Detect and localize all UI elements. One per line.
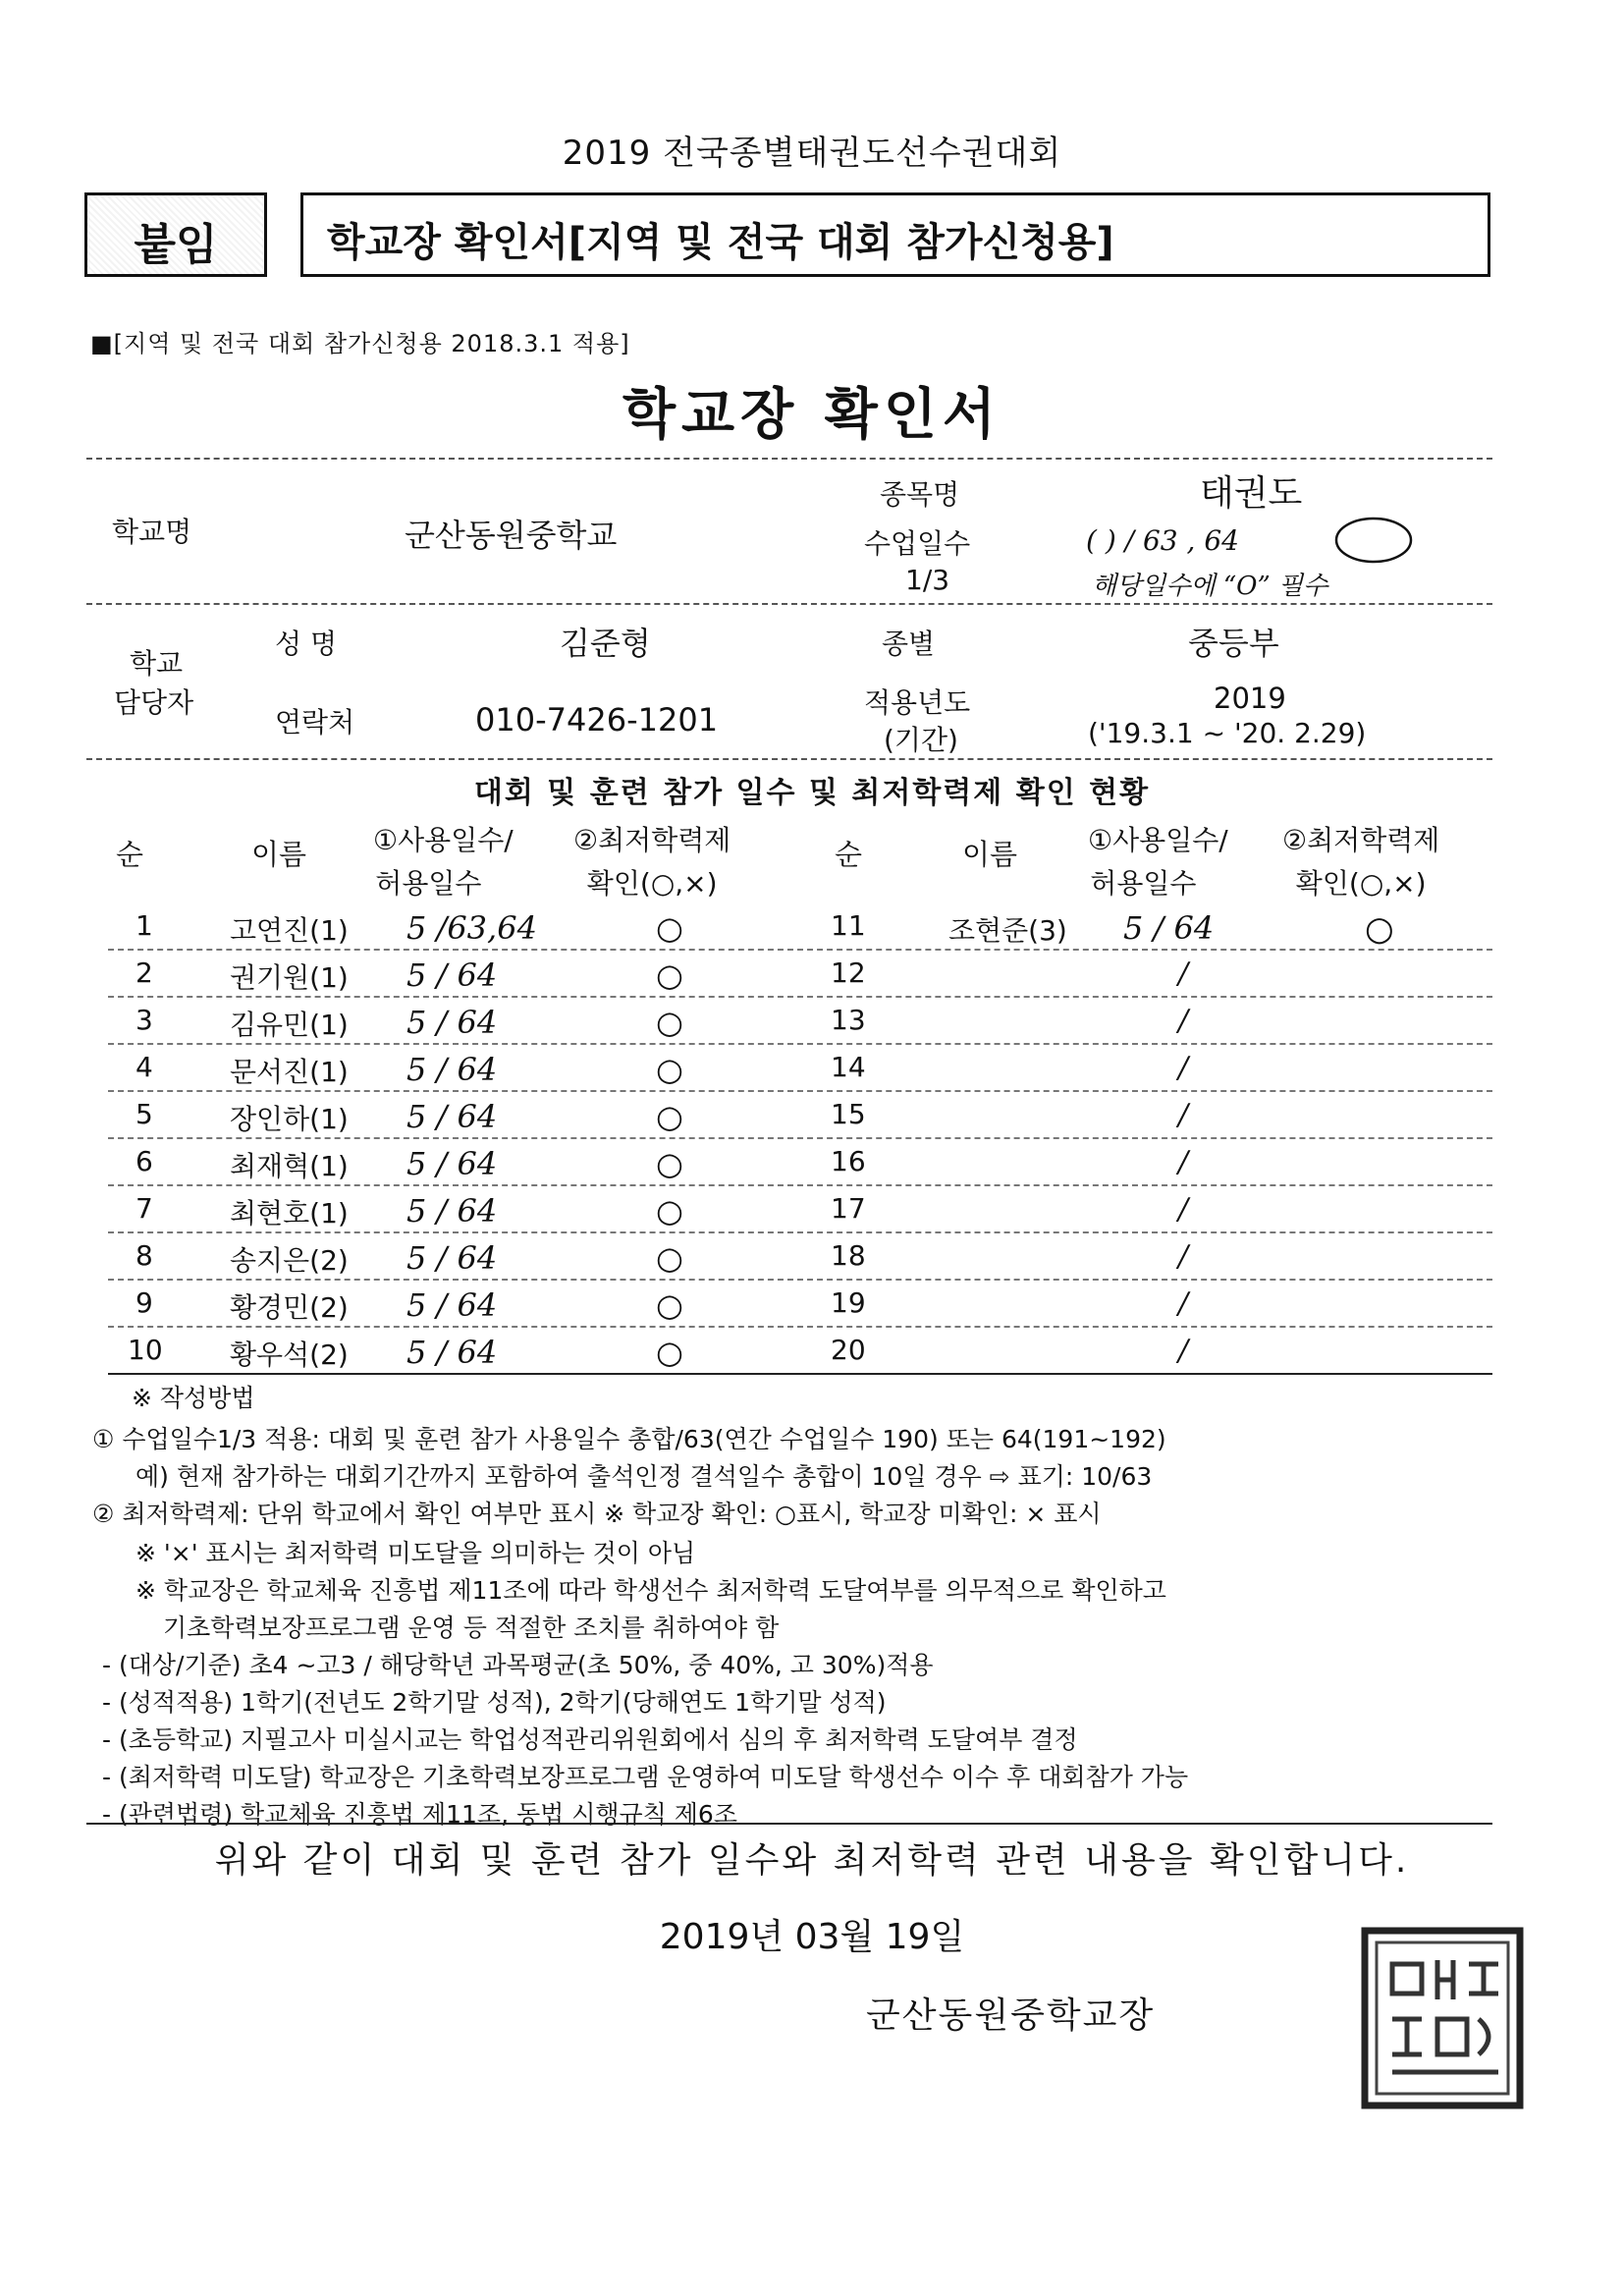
row-num: 13 [831,1004,866,1036]
row-num: 6 [135,1145,153,1177]
row-num: 11 [831,909,866,942]
row-name: 최현호(1) [230,1197,349,1230]
row-days: 5 / 64 [406,1334,498,1371]
class-days-value: ( ) / 63 , 64 [1086,524,1239,557]
principal-signature-line: 군산동원중학교장 [866,1995,1156,2036]
row-num: 16 [831,1145,866,1177]
class-days-fraction: 1/3 [905,564,950,596]
row-check: ○ [656,909,683,947]
col-header-days-line2: 허용일수 [375,867,482,900]
method-line: 기초학력보장프로그램 운영 등 적절한 조치를 취하여야 함 [163,1613,780,1642]
row-check: ○ [656,1051,683,1088]
row-days: 5 /63,64 [406,909,537,947]
header-title: 학교장 확인서[지역 및 전국 대회 참가신청용] [327,220,1114,265]
row-days: / [1178,957,1189,991]
method-line: - (관련법령) 학교체육 진흥법 제11조, 동법 시행규칙 제6조 [102,1800,737,1829]
method-line: ① 수업일수1/3 적용: 대회 및 훈련 참가 사용일수 총합/63(연간 수업일수 190) 또는 64(191~192) [92,1425,1166,1453]
row-divider [108,1373,1492,1375]
row-days: 5 / 64 [406,1286,498,1324]
row-days: 5 / 64 [406,1051,498,1088]
row-days: / [1178,1239,1189,1274]
table-row [0,1139,1624,1186]
row-check: ○ [656,1192,683,1230]
row-days: 5 / 64 [406,1145,498,1182]
divider [86,458,1492,460]
section-title: 대회 및 훈련 참가 일수 및 최저학력제 확인 현황 [473,776,1151,810]
confirmation-statement: 위와 같이 대회 및 훈련 참가 일수와 최저학력 관련 내용을 확인합니다. [214,1840,1410,1881]
divider [86,1823,1492,1825]
row-check: ○ [656,1239,683,1277]
applicability-note: ■[지역 및 전국 대회 참가신청용 2018.3.1 적용] [90,330,630,357]
row-days: 5 / 64 [406,957,498,994]
row-check: ○ [656,1145,683,1182]
col-header-min-line2: 확인(○,×) [586,867,718,900]
table-row [0,1092,1624,1139]
method-line: - (대상/기준) 초4 ~고3 / 해당학년 과목평균(초 50%, 중 40%, 고 30%)적용 [102,1651,934,1679]
row-num: 8 [135,1239,153,1272]
row-days: / [1178,1145,1189,1179]
row-check: ○ [656,1098,683,1135]
row-days: / [1178,1192,1189,1227]
row-days: 5 / 64 [406,1239,498,1277]
row-num: 2 [135,957,153,989]
col-header-min [573,819,731,905]
row-num: 3 [135,1004,153,1036]
method-line: 예) 현재 참가하는 대회기간까지 포함하여 출석인정 결석일수 총합이 10일 경우 ⇨ 표기: 10/63 [135,1462,1153,1491]
row-num: 17 [831,1192,866,1225]
year-label-line2: (기간) [884,724,958,756]
method-line: - (최저학력 미도달) 학교장은 기초학력보장프로그램 운영하여 미도달 학생선수 이수 후 대회참가 가능 [102,1763,1189,1791]
row-num: 10 [128,1334,163,1366]
col-header-days [373,819,514,905]
table-row [0,1281,1624,1328]
division-value: 중등부 [1188,625,1279,662]
row-check: ○ [1365,909,1394,949]
issue-date: 2019년 03월 19일 [659,1917,965,1957]
contact-label-line2: 담당자 [114,686,194,719]
row-days: 5 / 64 [406,1192,498,1230]
division-label: 종별 [882,628,936,660]
school-label: 학교명 [112,516,192,548]
row-name: 황경민(2) [230,1291,349,1324]
year-label-line1: 적용년도 [864,686,971,719]
row-name: 권기원(1) [230,961,349,994]
name-value: 김준형 [560,625,651,662]
phone-label: 연락처 [275,706,355,738]
class-days-label: 수업일수 [864,527,971,560]
header-title-box [300,192,1490,277]
row-check: ○ [656,957,683,994]
table-row [0,1328,1624,1375]
col-header-min-line1: ②최저학력제 [1282,824,1440,856]
divider [86,758,1492,760]
method-line: ② 최저학력제: 단위 학교에서 확인 여부만 표시 ※ 학교장 확인: ○표시, 학교장 미확인: × 표시 [92,1500,1102,1528]
row-days: / [1178,1286,1189,1321]
divider [86,603,1492,605]
document-title: 학교장 확인서 [622,383,1002,447]
col-header-name: 이름 [251,838,307,871]
method-line: ※ '×' 표시는 최저학력 미도달을 의미하는 것이 아님 [135,1539,696,1567]
row-days: / [1178,1051,1189,1085]
school-value: 군산동원중학교 [405,517,618,554]
attachment-label: 붙임 [134,220,218,270]
row-days: 5 / 64 [406,1098,498,1135]
contact-label-line1: 학교 [130,647,184,680]
row-num: 5 [135,1098,153,1130]
col-header-min [1282,819,1439,905]
row-name: 문서진(1) [230,1056,349,1088]
col-header-days-line1: ①사용일수/ [1088,824,1228,856]
method-line: - (성적적용) 1학기(전년도 2학기말 성적), 2학기(당해연도 1학기말 성적) [102,1688,887,1717]
row-check: ○ [656,1334,683,1371]
row-name: 고연진(1) [230,914,349,947]
row-num: 9 [135,1286,153,1319]
row-days: 5 / 64 [406,1004,498,1041]
row-name: 최재혁(1) [230,1150,349,1182]
col-header-num: 순 [835,838,863,871]
event-value: 태권도 [1200,473,1303,514]
col-header-days [1088,819,1228,905]
col-header-num: 순 [116,838,144,871]
row-days: / [1178,1098,1189,1132]
row-name: 황우석(2) [230,1339,349,1371]
table-row [0,1045,1624,1092]
row-num: 12 [831,957,866,989]
row-days: / [1178,1004,1189,1038]
row-name: 조현준(3) [948,914,1067,947]
table-row [0,903,1624,951]
col-header-days-line2: 허용일수 [1090,867,1197,900]
method-line: ※ 학교장은 학교체육 진흥법 제11조에 따라 학생선수 최저학력 도달여부를 의무적으로 확인하고 [135,1576,1166,1605]
contest-title: 2019 전국종별태권도선수권대회 [562,134,1062,173]
col-header-name: 이름 [962,838,1018,871]
row-check: ○ [656,1004,683,1041]
table-row [0,951,1624,998]
table-row [0,1233,1624,1281]
class-days-note: 해당일수에 “O” 필수 [1092,572,1328,601]
col-header-min-line1: ②최저학력제 [573,824,731,856]
row-num: 1 [135,909,153,942]
event-label: 종목명 [880,478,960,511]
row-num: 20 [831,1334,866,1366]
col-header-days-line1: ①사용일수/ [373,824,514,856]
row-check: ○ [656,1286,683,1324]
year-value: 2019 [1214,682,1286,715]
table-row [0,1186,1624,1233]
row-num: 15 [831,1098,866,1130]
row-num: 7 [135,1192,153,1225]
method-line: - (초등학교) 지필고사 미실시교는 학업성적관리위원회에서 심의 후 최저학력 도달여부 결정 [102,1725,1078,1754]
row-num: 4 [135,1051,153,1083]
row-days: 5 / 64 [1123,909,1215,947]
row-days: / [1178,1334,1189,1368]
name-label: 성 명 [275,628,337,660]
col-header-min-line2: 확인(○,×) [1295,867,1427,900]
row-name: 김유민(1) [230,1009,349,1041]
school-seal-icon [1359,1925,1526,2111]
row-num: 18 [831,1239,866,1272]
circle-mark-icon [1333,515,1414,566]
row-num: 14 [831,1051,866,1083]
row-num: 19 [831,1286,866,1319]
table-row [0,998,1624,1045]
phone-value: 010-7426-1201 [475,701,719,738]
year-period: ('19.3.1 ~ '20. 2.29) [1088,717,1367,749]
method-title: ※ 작성방법 [132,1384,255,1412]
row-name: 송지은(2) [230,1244,349,1277]
row-name: 장인하(1) [230,1103,349,1135]
attachment-label-box [84,192,267,277]
